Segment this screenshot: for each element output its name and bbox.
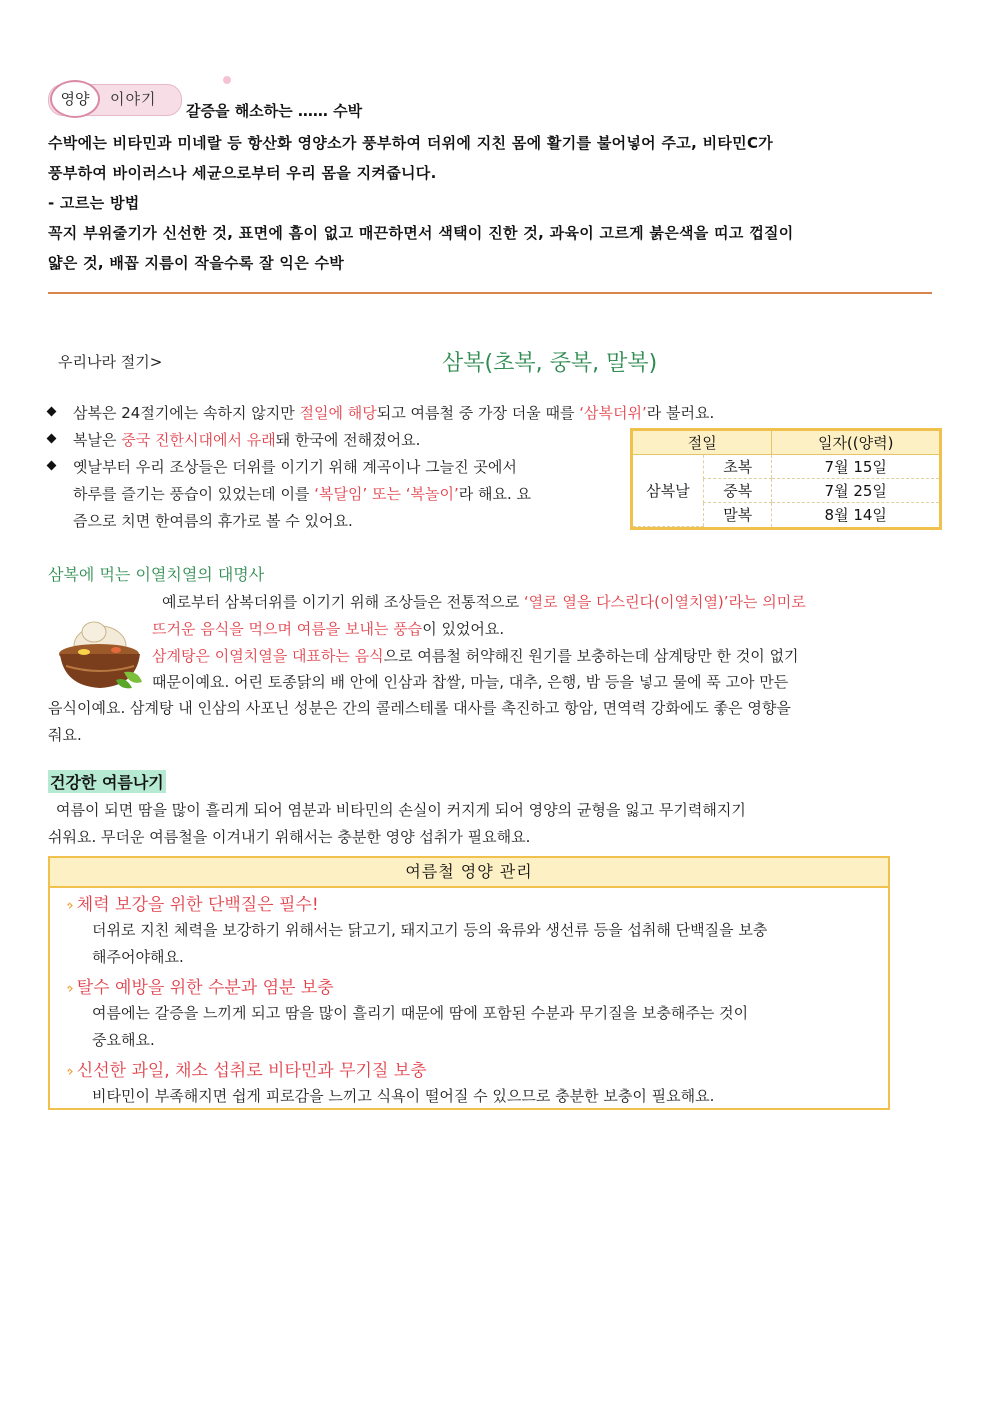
watermelon-line-3: - 고르는 방법	[48, 194, 140, 212]
food-line-4: 때문이예요. 어린 토종닭의 배 안에 인삼과 찹쌀, 마늘, 대추, 은행, 밤 등을 넣고 물에 푹 고아 만든	[152, 673, 789, 691]
story-badge	[48, 76, 184, 116]
table-cell-date: 7월 25일	[772, 479, 939, 503]
bullet-item	[48, 429, 628, 451]
food-line-6: 줘요.	[48, 726, 82, 744]
arrow-right-icon: ·›	[66, 979, 71, 997]
bullet-text-line-1: 옛날부터 우리 조상들은 더위를 이기기 위해 계곡이나 그늘진 곳에서	[73, 458, 517, 476]
season-label: 우리나라 절기>	[58, 353, 163, 371]
summer-line-2: 쉬워요. 무더운 여름철을 이겨내기 위해서는 충분한 영양 섭취가 필요해요.	[48, 828, 531, 846]
tip-title: ·› 체력 보강을 위한 단백질은 필수!	[66, 895, 319, 915]
watermelon-line-4: 꼭지 부위줄기가 신선한 것, 표면에 흠이 없고 매끈하면서 색택이 진한 것, 과육이 고르게 붉은색을 띠고 껍질이	[48, 224, 794, 242]
season-title: 삼복(초복, 중복, 말복)	[442, 351, 658, 376]
watermelon-line-1: 수박에는 비타민과 미네랄 등 항산화 영양소가 풍부하여 더위에 지친 몸에 활기를 불어넣어 주고, 비타민C가	[48, 134, 774, 152]
food-line-2: 뜨거운 음식을 먹으며 여름을 보내는 풍습이 있었어요.	[152, 620, 505, 638]
tips-box-heading: 여름철 영양 관리	[50, 858, 888, 888]
bullet-text: 삼복은 24절기에는 속하지 않지만 절일에 해당되고 여름철 중 가장 더울 때를 ‘삼복더위’라 불러요.	[73, 404, 715, 422]
table-header-day: 절일	[633, 431, 772, 455]
watermelon-title: 갈증을 해소하는 …… 수박	[186, 102, 363, 120]
nutrition-tips-box	[48, 856, 890, 1110]
badge-circle-label: 영양	[50, 80, 100, 118]
table-cell-date: 7월 15일	[772, 455, 939, 479]
badge-dot-decoration	[223, 76, 231, 84]
table-cell-name: 초복	[704, 455, 772, 479]
tip-text: 중요해요.	[92, 1031, 155, 1049]
table-cell-name: 말복	[704, 503, 772, 527]
tip-text: 여름에는 갈증을 느끼게 되고 땀을 많이 흘리기 때문에 땀에 포함된 수분과 무기질을 보충해주는 것이	[92, 1004, 749, 1022]
food-line-1: 예로부터 삼복더위를 이기기 위해 조상들은 전통적으로 ‘열로 열을 다스린다(이열치열)’라는 의미로	[162, 593, 806, 611]
table-cell-date: 8월 14일	[772, 503, 939, 527]
tip-title: ·› 신선한 과일, 채소 섭취로 비타민과 무기질 보충	[66, 1061, 427, 1081]
summer-section-title: 건강한 여름나기	[48, 770, 166, 793]
table-cell-name: 중복	[704, 479, 772, 503]
arrow-right-icon: ·›	[66, 896, 71, 914]
food-section-title: 삼복에 먹는 이열치열의 대명사	[48, 565, 265, 584]
bullet-diamond-icon	[47, 407, 57, 417]
table-header-date: 일자((양력)	[772, 431, 939, 455]
table-group-cell: 삼복날	[633, 455, 704, 527]
food-line-3: 삼계탕은 이열치열을 대표하는 음식으로 여름철 허약해진 원기를 보충하는데 삼계탕만 한 것이 없기	[152, 647, 799, 665]
bullet-diamond-icon	[47, 434, 57, 444]
table-row	[633, 455, 939, 479]
bullet-text-line-3: 즘으로 치면 한여름의 휴가로 볼 수 있어요.	[73, 512, 353, 530]
watermelon-line-5: 얇은 것, 배꼽 지름이 작을수록 잘 익은 수박	[48, 254, 345, 272]
bullet-diamond-icon	[47, 461, 57, 471]
section-divider	[48, 292, 932, 294]
bullet-item	[48, 456, 628, 536]
badge-word: 이야기	[110, 90, 157, 108]
watermelon-line-2: 풍부하여 바이러스나 세균으로부터 우리 몸을 지켜줍니다.	[48, 164, 437, 182]
food-line-5: 음식이예요. 삼계탕 내 인삼의 사포닌 성분은 간의 콜레스테롤 대사를 촉진하고 항암, 면역력 강화에도 좋은 영향을	[48, 699, 791, 717]
tip-title: ·› 탈수 예방을 위한 수분과 염분 보충	[66, 978, 334, 998]
tip-text: 더위로 지친 체력을 보강하기 위해서는 닭고기, 돼지고기 등의 육류와 생선류 등을 섭취해 단백질을 보충	[92, 921, 768, 939]
samgyetang-bowl-icon	[54, 610, 144, 692]
sambok-date-table	[630, 428, 942, 530]
tip-text: 해주어야해요.	[92, 948, 184, 966]
bullet-text: 복날은 중국 진한시대에서 유래돼 한국에 전해졌어요.	[73, 431, 421, 449]
tip-text: 비타민이 부족해지면 쉽게 피로감을 느끼고 식욕이 떨어질 수 있으므로 충분한 보충이 필요해요.	[92, 1087, 715, 1105]
bullet-text-line-2: 하루를 즐기는 풍습이 있었는데 이를 ‘복달임’ 또는 ‘복놀이’라 해요. 요	[73, 485, 531, 503]
bullet-item	[48, 402, 928, 424]
arrow-right-icon: ·›	[66, 1062, 71, 1080]
summer-line-1: 여름이 되면 땀을 많이 흘리게 되어 염분과 비타민의 손실이 커지게 되어 영양의 균형을 잃고 무기력해지기	[56, 801, 746, 819]
